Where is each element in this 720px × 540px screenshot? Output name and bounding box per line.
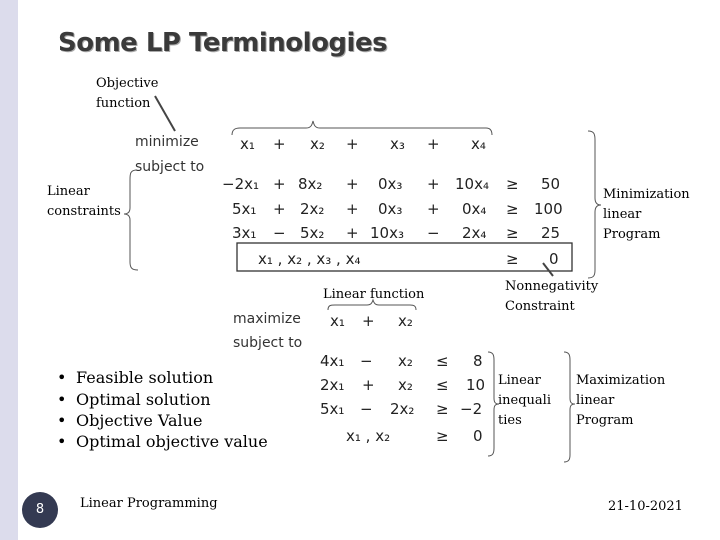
linear-function-brace [328,300,416,310]
footer-date: 21-10-2021 [608,499,683,514]
subject-to-keyword: subject to [135,159,205,175]
objective-brace [232,121,492,135]
nonneg-box [237,243,572,271]
objective-pointer-line [155,96,175,131]
objective-function-label: Objective function [96,76,159,111]
maximize-keyword: maximize [233,311,301,327]
max-program-brace [564,352,575,462]
footer-left-text: Linear Programming [80,496,218,511]
linear-constraints-label: Linear constraints [47,184,121,219]
slide-title: Some LP Terminologies [58,28,388,58]
linear-function-label: Linear function [323,287,425,302]
subject-to-keyword: subject to [233,335,303,351]
nonneg-pointer-line [543,263,553,276]
nonnegativity-label: Nonnegativity Constraint [505,279,599,314]
minimization-program-label: Minimization linear Program [603,187,690,242]
linear-inequalities-label: Linear inequali ties [498,373,551,428]
maximization-program-label: Maximization linear Program [576,373,666,428]
inequalities-brace [488,352,499,456]
minimize-keyword: minimize [135,134,199,150]
constraints-brace [124,170,138,270]
slide-number-badge: 8 [22,492,58,528]
min-program-brace [588,131,601,278]
